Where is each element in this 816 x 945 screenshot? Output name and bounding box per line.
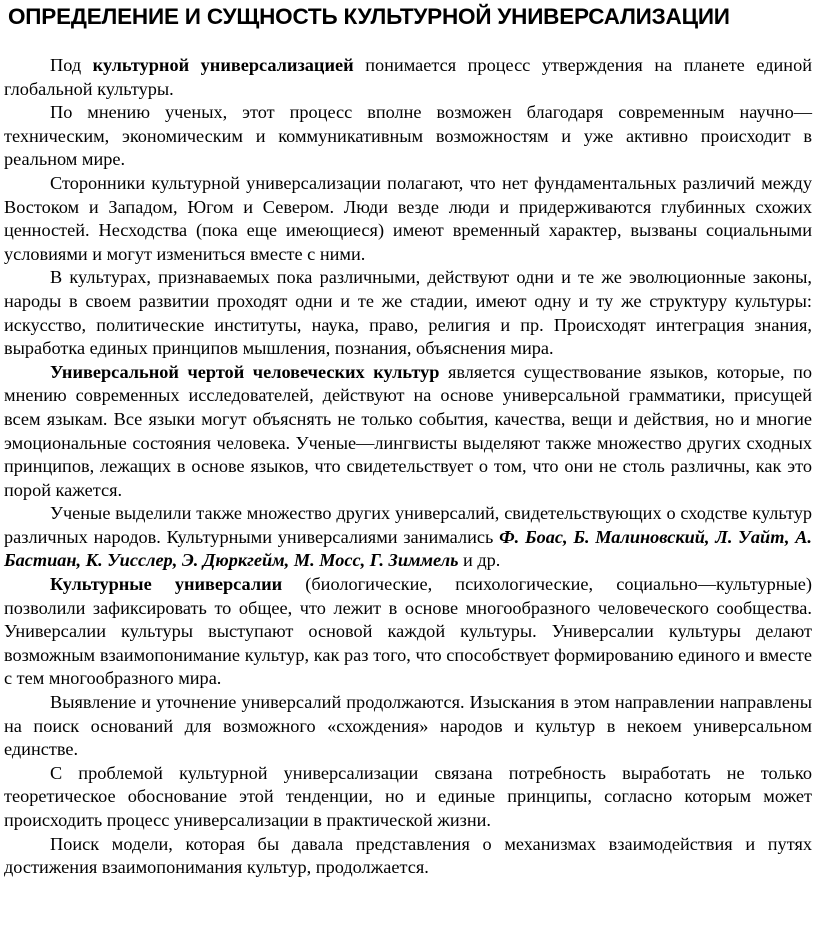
paragraph-universals-researchers <box>4 502 812 573</box>
paragraph-model-search: Поиск модели, которая бы давала представления о механизмах взаимодействия и путях достижения взаимопонимания культур, продолжается. <box>4 833 812 878</box>
paragraph-practical-need: С проблемой культурной универсализации связана потребность выработать не только теоретическое обоснование этой тенденции, но и единые принципы, согласно которым может происходить процесс универсализации в практической жизни. <box>4 762 812 830</box>
paragraph-definition <box>4 54 812 101</box>
paragraph-text: (биологические, психологические, социально—культурные) позволили зафиксировать то общее, что лежит в основе многообразного человеческого сообщества. Универсалии культуры выступают основой каждой культуры. Универсалии культуры делают возможным взаимопонимание культур, как раз того, что способствует формированию единого и вместе с тем многообразного мира. <box>4 574 813 689</box>
paragraph-text: Ученые выделили также множество других универсалий, свидетельствующих о сходстве культур различных народов. Культурными универсалиями занимались <box>4 503 812 547</box>
term-bold: Универсальной чертой человеческих культур <box>50 361 440 382</box>
paragraph-text: понимается процесс утверждения на планете единой глобальной культуры. <box>4 55 813 99</box>
page-title: ОПРЕДЕЛЕНИЕ И СУЩНОСТЬ КУЛЬТУРНОЙ УНИВЕРСАЛИЗАЦИИ <box>8 4 730 29</box>
paragraph-identification: Выявление и уточнение универсалий продолжаются. Изыскания в этом направлении направлены на поиск оснований для возможного «схождения» народов и культур в некоем универсальном единстве. <box>4 692 812 760</box>
paragraph-supporters: Сторонники культурной универсализации полагают, что нет фундаментальных различий между Востоком и Западом, Югом и Севером. Люди везде люди и придерживаются глубинных схожих ценностей. Несходства (пока еще имеющиеся) имеют временный характер, вызваны социальными условиями и могут измениться вместе с ними. <box>4 172 812 264</box>
paragraph-text: и др. <box>458 550 501 571</box>
paragraph-evolutionary-laws: В культурах, признаваемых пока различными, действуют одни и те же эволюционные законы, народы в своем развитии проходят одни и те же стадии, имеют одну и ту же структуру культуры: искусство, политические институты, наука, право, религия и пр. Происходят интеграция знания, выработка единых принципов мышления, познания, объяснения мира. <box>4 267 812 359</box>
term-bold: культурной универсализацией <box>92 55 354 75</box>
researcher-names: Ф. Боас, Б. Малиновский, Л. Уайт, А. Бастиан, К. Уисслер, Э. Дюркгейм, М. Мосс, Г. Зиммель <box>4 526 812 571</box>
paragraph-text: Под <box>50 55 93 75</box>
term-bold: Культурные универсалии <box>50 574 283 595</box>
paragraph-languages <box>4 361 812 503</box>
document-body <box>4 54 812 880</box>
paragraph-text: является существование языков, которые, по мнению современных исследователей, действуют на основе универсальной грамматики, присущей всем языкам. Все языки могут объяснять не только события, качества, вещи и действия, но и многие эмоциональные состояния человека. Ученые—лингвисты выделяют также множество других сходных принципов, лежащих в основе языков, что свидетельствует о том, что они не столь различны, как это порой кажется. <box>4 361 813 500</box>
paragraph-cultural-universals <box>4 573 812 691</box>
paragraph-scientists-opinion: По мнению ученых, этот процесс вполне возможен благодаря современным научно—техническим, экономическим и коммуникативным возможностям и уже активно происходит в реальном мире. <box>4 102 812 170</box>
